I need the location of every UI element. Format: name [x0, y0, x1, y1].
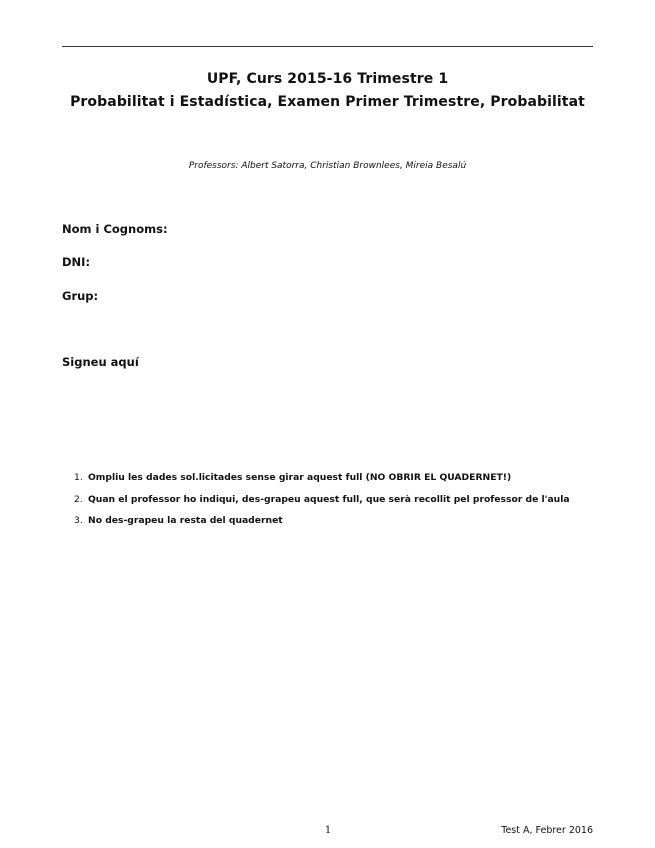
group-field-label: Grup: — [62, 289, 99, 303]
test-version-label: Test A, Febrer 2016 — [501, 825, 593, 836]
instruction-number: 3. — [74, 515, 83, 526]
instruction-text: No des-grapeu la resta del quadernet — [88, 515, 283, 526]
signature-field-label: Signeu aquí — [62, 355, 139, 369]
course-title: UPF, Curs 2015-16 Trimestre 1 — [206, 71, 449, 87]
instruction-item — [62, 513, 602, 535]
name-field-label: Nom i Cognoms: — [62, 222, 168, 236]
instruction-number: 2. — [74, 493, 83, 505]
instruction-number: 1. — [74, 472, 83, 483]
professors-line: Professors: Albert Satorra, Christian Brownlees, Mireia Besalú — [188, 161, 467, 171]
header-rule — [62, 46, 593, 47]
instruction-item — [62, 492, 602, 514]
instructions-list — [62, 470, 602, 535]
instruction-item — [62, 470, 602, 492]
instruction-text: Quan el professor ho indiqui, des-grapeu aquest full, que serà recollit pel professor de l'aula — [88, 493, 570, 505]
instruction-text: Ompliu les dades sol.licitades sense girar aquest full (NO OBRIR EL QUADERNET!) — [88, 472, 512, 483]
exam-title: Probabilitat i Estadística, Examen Primer Trimestre, Probabilitat — [70, 94, 585, 110]
dni-field-label: DNI: — [62, 255, 91, 269]
page-number: 1 — [324, 825, 332, 836]
